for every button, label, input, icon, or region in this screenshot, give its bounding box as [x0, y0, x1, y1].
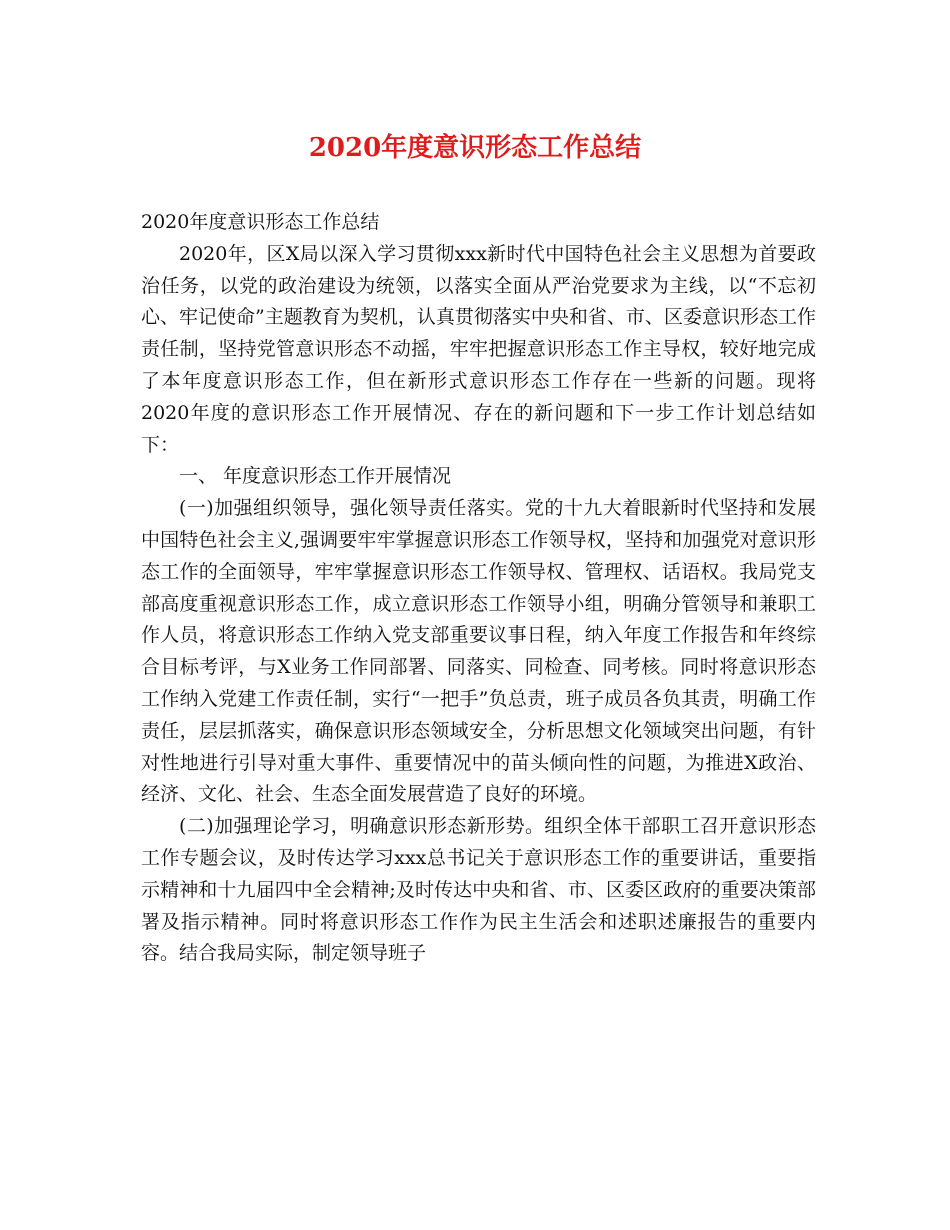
document-body	[141, 207, 816, 970]
document-title: 2020年度意识形态工作总结	[308, 133, 642, 163]
paragraph-intro: 2020年，区X局以深入学习贯彻xxx新时代中国特色社会主义思想为首要政治任务，以党的政治建设为统领，以落实全面从严治党要求为主线，以“不忘初心、牢记使命”主题教育为契机，认真贯彻落实中央和省、市、区委意识形态工作责任制，坚持党管意识形态不动摇，牢牢把握意识形态工作主导权，较好地完成了本年度意识形态工作，但在新形式意识形态工作存在一些新的问题。现将2020年度的意识形态工作开展情况、存在的新问题和下一步工作计划总结如下：	[141, 242, 816, 456]
paragraph-section-1-2: (二)加强理论学习，明确意识形态新形势。组织全体干部职工召开意识形态工作专题会议，及时传达学习xxx总书记关于意识形态工作的重要讲话，重要指示精神和十九届四中全会精神;及时传达中央和省、市、区委区政府的重要决策部署及指示精神。同时将意识形态工作作为民主生活会和述职述廉报告的重要内容。结合我局实际，制定领导班子	[141, 815, 816, 965]
paragraph-section-1-1: (一)加强组织领导，强化领导责任落实。党的十九大着眼新时代坚持和发展中国特色社会主义,强调要牢牢掌握意识形态工作领导权，坚持和加强党对意识形态工作的全面领导，牢牢掌握意识形态工作领导权、管理权、话语权。我局党支部高度重视意识形态工作，成立意识形态工作领导小组，明确分管领导和兼职工作人员，将意识形态工作纳入党支部重要议事日程，纳入年度工作报告和年终综合目标考评，与X业务工作同部署、同落实、同检查、同考核。同时将意识形态工作纳入党建工作责任制，实行“一把手”负总责，班子成员各负其责，明确工作责任，层层抓落实，确保意识形态领域安全，分析思想文化领域突出问题，有针对性地进行引导对重大事件、重要情况中的苗头倾向性的问题，为推进X政治、经济、文化、社会、生态全面发展营造了良好的环境。	[141, 497, 816, 806]
section-heading-1: 一、 年度意识形态工作开展情况	[179, 465, 452, 488]
document-subtitle: 2020年度意识形态工作总结	[141, 211, 380, 233]
